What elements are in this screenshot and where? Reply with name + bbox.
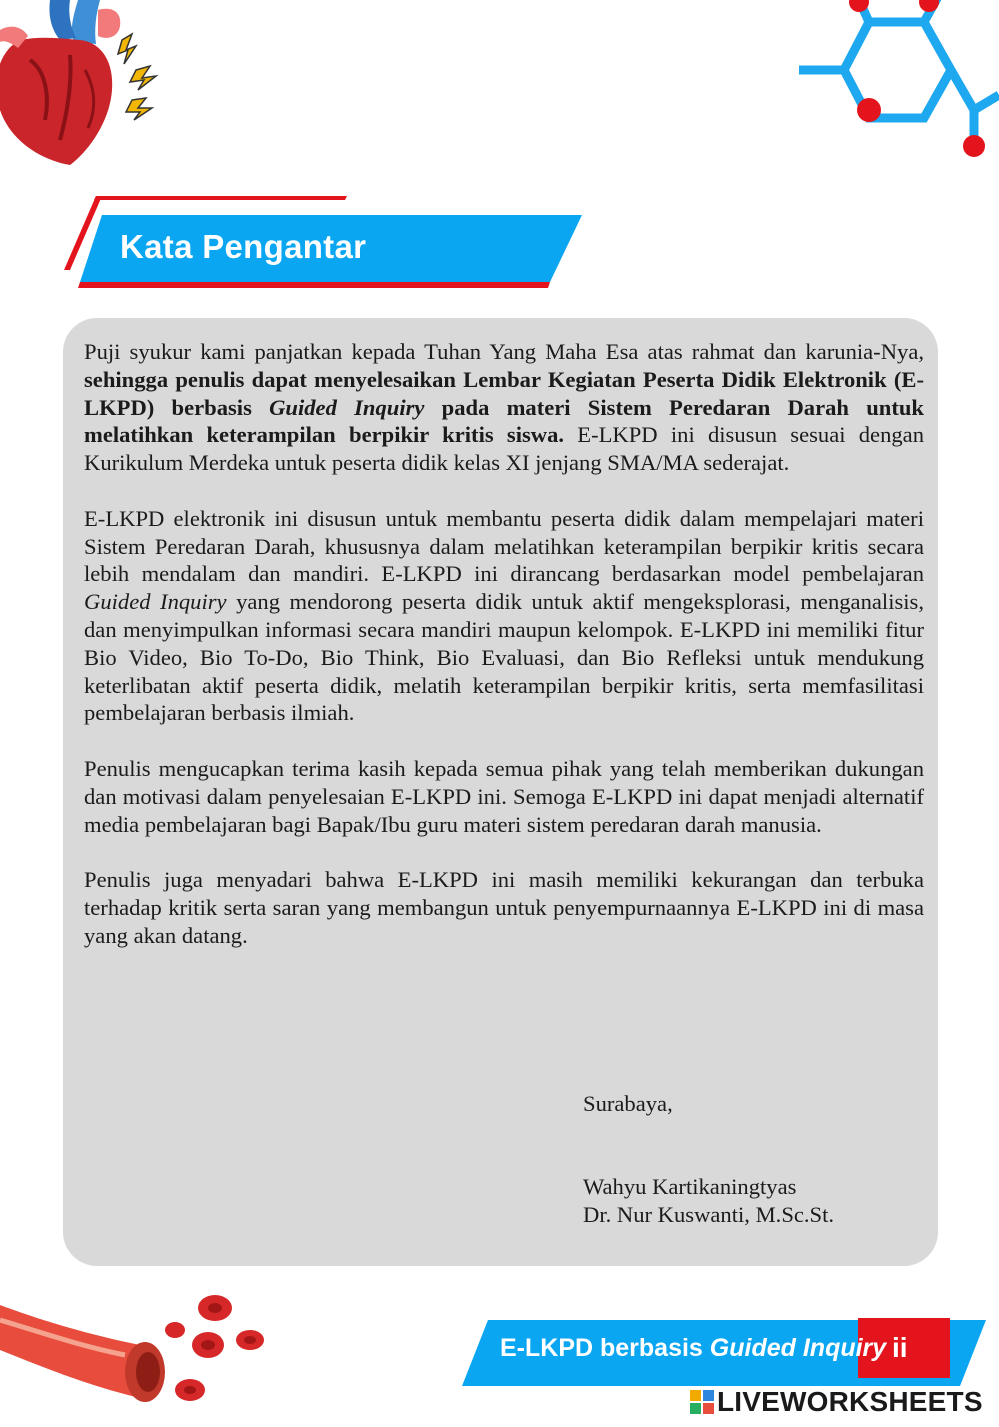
title-banner [62,190,592,295]
molecule-illustration [799,0,999,165]
paragraph-3: Penulis mengucapkan terima kasih kepada semua pihak yang telah memberikan dukungan dan motivasi dalam penyelesaian E-LKPD ini. Semoga E-LKPD ini dapat menjadi alternatif media pembelajaran bagi Bapak/Ibu guru materi sistem peredaran darah manusia. [84,755,924,837]
preface-body [84,338,924,977]
page-number: ii [892,1332,908,1363]
paragraph-2: E-LKPD elektronik ini disusun untuk membantu peserta didik dalam mempelajari materi Sistem Peredaran Darah, khususnya dalam melatihkan keterampilan berpikir kritis secara lebih mendalam dan mandiri. E-LKPD ini dirancang berdasarkan model pembelajaran Guided Inquiry yang mendorong peserta didik untuk aktif mengeksplorasi, menganalisis, dan menyimpulkan informasi secara mandiri maupun kelompok. E-LKPD ini memiliki fitur Bio Video, Bio To-Do, Bio Think, Bio Evaluasi, dan Bio Refleksi untuk mendukung keterlibatan aktif peserta didik, melatih keterampilan berpikir kritis, serta memfasilitasi pembelajaran berbasis ilmiah. [84,505,924,726]
liveworksheets-logo-icon [690,1390,714,1414]
footer-label: E-LKPD berbasis Guided Inquiry [500,1334,887,1362]
signature-place: Surabaya, [583,1091,673,1116]
page-title: Kata Pengantar [120,228,367,265]
signature-author-2: Dr. Nur Kuswanti, M.Sc.St. [583,1202,835,1227]
paragraph-1: Puji syukur kami panjatkan kepada Tuhan Yang Maha Esa atas rahmat dan karunia-Nya, sehingga penulis dapat menyelesaikan Lembar Kegiatan Peserta Didik Elektronik (E-LKPD) berbasis Guided Inquiry pada materi Sistem Peredaran Darah untuk melatihkan keterampilan berpikir kritis siswa. E-LKPD ini disusun sesuai dengan Kurikulum Merdeka untuk peserta didik kelas XI jenjang SMA/MA sederajat. [84,339,925,476]
liveworksheets-watermark: LIVEWORKSHEETS [690,1386,983,1418]
blood-vessel-illustration [0,1290,280,1427]
heart-illustration [0,0,180,175]
signature-author-1: Wahyu Kartikaningtyas [583,1174,797,1199]
footer-banner [460,1318,999,1390]
paragraph-4: Penulis juga menyadari bahwa E-LKPD ini masih memiliki kekurangan dan terbuka terhadap kritik serta saran yang membangun untuk penyempurnaannya E-LKPD ini di masa yang akan datang. [84,867,924,948]
